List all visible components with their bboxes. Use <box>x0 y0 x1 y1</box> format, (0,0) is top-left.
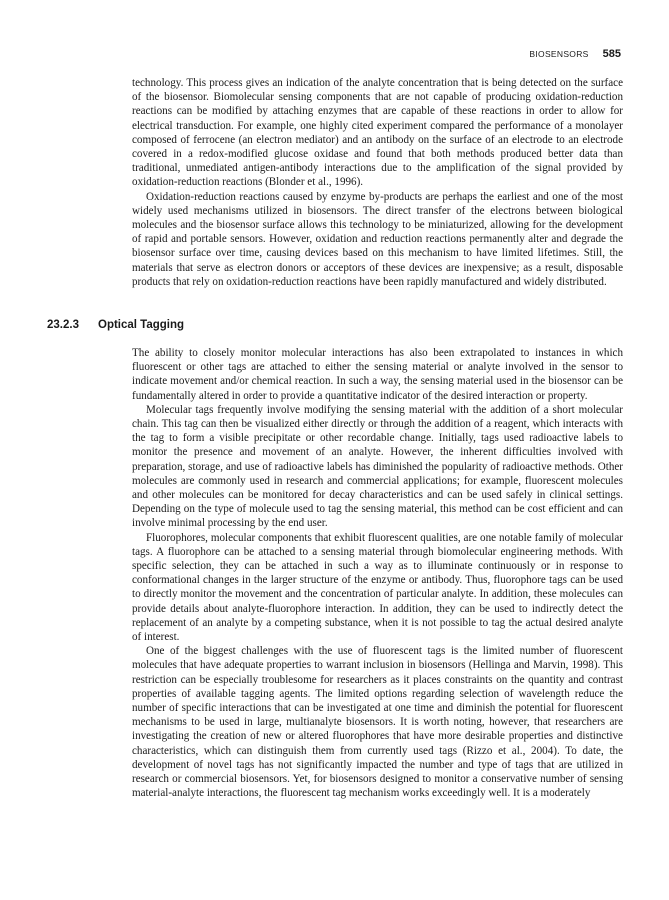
section-number: 23.2.3 <box>47 319 79 331</box>
continued-text-block <box>132 76 623 289</box>
running-header <box>529 48 621 60</box>
paragraph: The ability to closely monitor molecular interactions has also been extrapolated to instances in which fluorescent or other tags are attached to either the sensing material or analyte involved in the sensor to indicate movement and/or chemical reaction. In such a way, the sensing material used in the biosensor can be fundamentally altered in order to provide a quantitative indicator of the desired interaction or property. <box>132 347 623 402</box>
paragraph: Molecular tags frequently involve modifying the sensing material with the addition of a short molecular chain. This tag can then be visualized either directly or through the addition of a reagent, which interacts with the tag to form a visible precipitate or other recordable change. Initially, tags used radioactive labels to monitor the presence and movement of an analyte. However, the inherent difficulties involved with preparation, storage, and use of radioactive labels has diminished the popularity of radioactive methods. Other molecules are commonly used in research and commercial applications; for example, fluorescent molecules and other molecules can be monitored for decay characteristics and can be used safely in clinical settings. Depending on the type of molecule used to tag the sensing material, this method can be cost efficient and can involve minimal processing by the end user. <box>132 403 623 530</box>
running-title: BIOSENSORS <box>529 49 589 59</box>
paragraph: Oxidation-reduction reactions caused by enzyme by-products are perhaps the earliest and one of the most widely used mechanisms utilized in biosensors. The direct transfer of the electrons between biological molecules and the biosensor surface allows this technology to be miniaturized, allowing for the development of rapid and portable sensors. However, oxidation and reduction reactions permanently alter and degrade the biosensor surface over time, causing devices based on this mechanism to have limited lifetimes. Still, the materials that serve as electron donors or acceptors of these devices are inexpensive; as a result, disposable products that rely on oxidation-reduction reactions have been rapidly manufactured and widely distributed. <box>132 190 623 288</box>
section-text-block <box>132 346 623 801</box>
paragraph: One of the biggest challenges with the use of fluorescent tags is the limited number of fluorescent molecules that have adequate properties to warrant inclusion in biosensors (Hellinga and Marvin, 1998). This restriction can be especially troublesome for researchers as it places constraints on the quantity and contrast properties of available tagging agents. The limited options regarding selection of wavelength reduce the number of specific interactions that can be investigated at one time and diminish the potential for fluorescent mechanisms to be used in large, multianalyte biosensors. It is worth noting, however, that researchers are investigating the creation of new or altered fluorophores that have more desirable properties and distinctive characteristics, which can distinguish them from currently used tags (Rizzo et al., 2004). To date, the development of novel tags has not significantly impacted the number and type of tags that are utilized in research or commercial biosensors. Yet, for biosensors designed to monitor a conservative number of sensing material-analyte interactions, the fluorescent tag mechanism works exceedingly well. It is a moderately <box>132 645 623 800</box>
section-heading <box>47 319 184 331</box>
paragraph: Fluorophores, molecular components that exhibit fluorescent qualities, are one notable family of molecular tags. A fluorophore can be attached to a sensing material through biomolecular engineering methods. With specific selection, they can be attached in such a way as to illuminate continuously or in response to conformational changes in the larger structure of the enzyme or antibody. Thus, fluorophore tags can be used to directly monitor the movement and the concentration of particular analyte. In addition, these molecules can provide details about analyte-fluorophore interaction. In addition, they can be used to indirectly detect the replacement of an analyte by a competing substance, when it is not possible to tag the actual desired analyte of interest. <box>132 531 623 644</box>
section-title: Optical Tagging <box>98 319 185 331</box>
paragraph: technology. This process gives an indication of the analyte concentration that is being detected on the surface of the biosensor. Biomolecular sensing components that are not capable of producing oxidation-reduction reactions can be modified by attaching enzymes that are capable of these reactions in order to allow for electrical transduction. For example, one highly cited experiment compared the performance of a monolayer composed of ferrocene (an electron mediator) and an antibody on the surface of an electrode to an electrode covered in a redox-modified glucose oxidase and found that both methods produced better data than traditional, unmediated antigen-antibody interactions due to the amplification of the signal provided by oxidation-reduction reactions (Blonder et al., 1996). <box>132 77 623 189</box>
page-number: 585 <box>602 48 621 60</box>
